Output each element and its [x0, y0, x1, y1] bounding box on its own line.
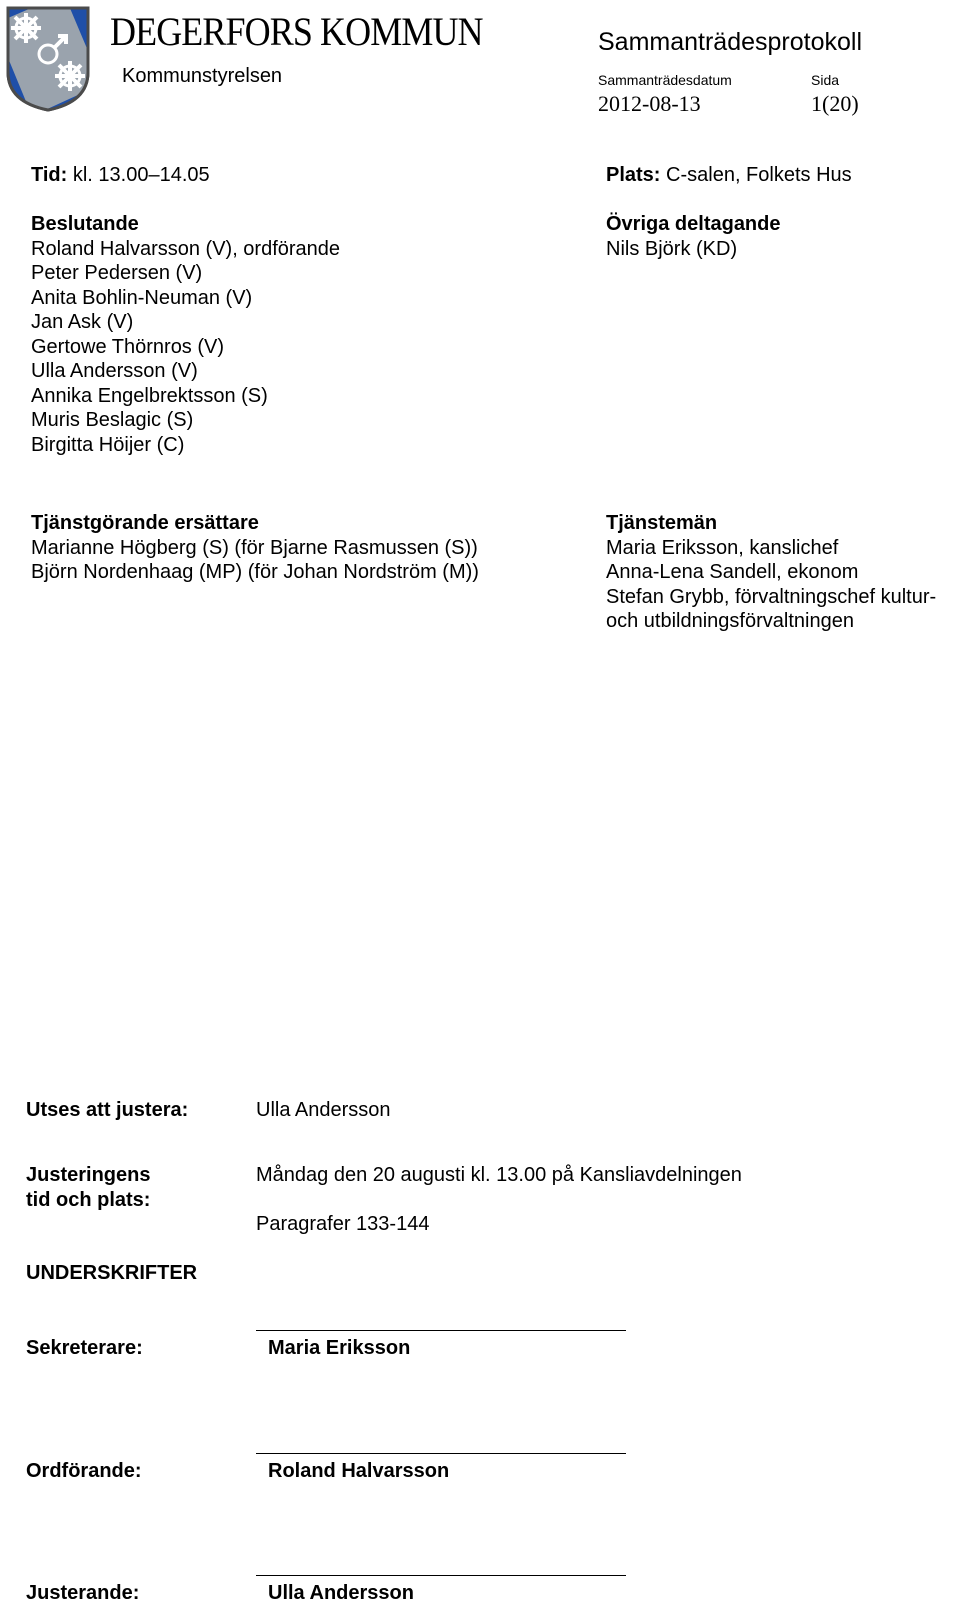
beslutande-member: Muris Beslagic (S)	[31, 409, 194, 431]
meeting-time	[31, 163, 210, 188]
meeting-time-value: kl. 13.00–14.05	[72, 164, 210, 186]
ersattare-member: Björn Nordenhaag (MP) (för Johan Nordström (M))	[31, 561, 479, 583]
signature-name-justerande: Ulla Andersson	[268, 1582, 414, 1604]
beslutande-heading: Beslutande	[31, 213, 139, 235]
meeting-place-value: C-salen, Folkets Hus	[666, 164, 852, 186]
beslutande-member: Peter Pedersen (V)	[31, 262, 203, 284]
ovriga-heading: Övriga deltagande	[606, 213, 781, 235]
tjansteman-list	[606, 536, 936, 634]
organization-unit: Kommunstyrelsen	[122, 65, 283, 87]
meeting-place-label: Plats:	[606, 164, 661, 186]
ersattare-section	[31, 511, 479, 585]
municipality-coat-of-arms-icon	[4, 4, 92, 114]
signature-label-sekreterare: Sekreterare:	[26, 1337, 143, 1359]
utses-att-justera-value: Ulla Andersson	[256, 1099, 391, 1121]
ovriga-member: Nils Björk (KD)	[606, 237, 738, 260]
beslutande-member: Ulla Andersson (V)	[31, 360, 198, 382]
meeting-date-label: Sammanträdesdatum	[598, 72, 732, 88]
beslutande-member: Roland Halvarsson (V), ordförande	[31, 237, 341, 260]
signature-line-ordforande	[256, 1453, 626, 1454]
tjansteman-member: Anna-Lena Sandell, ekonom	[606, 561, 859, 583]
meeting-date-value: 2012-08-13	[598, 91, 701, 116]
page-label: Sida	[811, 72, 840, 88]
ovriga-section	[606, 212, 781, 261]
utses-att-justera-label: Utses att justera:	[26, 1099, 189, 1121]
beslutande-member: Anita Bohlin-Neuman (V)	[31, 286, 253, 309]
justeringens-label-line-2: tid och plats:	[26, 1189, 151, 1211]
signature-label-justerande: Justerande:	[26, 1582, 140, 1604]
ersattare-member: Marianne Högberg (S) (för Bjarne Rasmussen (S))	[31, 536, 478, 559]
signature-name-sekreterare: Maria Eriksson	[268, 1337, 411, 1359]
justeringens-label-line-1: Justeringens	[26, 1164, 151, 1186]
signature-line-justerande	[256, 1575, 626, 1576]
tjansteman-member: Stefan Grybb, förvaltningschef kultur-	[606, 585, 937, 608]
tjansteman-member: och utbildningsförvaltningen	[606, 610, 854, 632]
beslutande-member: Birgitta Höijer (C)	[31, 433, 185, 456]
beslutande-member: Gertowe Thörnros (V)	[31, 335, 225, 358]
page-number-value: 1(20)	[811, 91, 859, 116]
meeting-time-label: Tid:	[31, 164, 68, 186]
meeting-place	[606, 163, 852, 188]
beslutande-list	[31, 237, 340, 458]
organization-name: DEGERFORS KOMMUN	[110, 9, 483, 54]
tjansteman-member: Maria Eriksson, kanslichef	[606, 536, 839, 559]
underskrifter-heading: UNDERSKRIFTER	[26, 1262, 198, 1284]
signature-label-ordforande: Ordförande:	[26, 1460, 142, 1482]
beslutande-section	[31, 212, 340, 457]
tjansteman-heading: Tjänstemän	[606, 512, 718, 534]
beslutande-member: Annika Engelbrektsson (S)	[31, 384, 268, 407]
ersattare-heading: Tjänstgörande ersättare	[31, 512, 259, 534]
ovriga-list	[606, 237, 781, 262]
justeringens-tid-value: Måndag den 20 augusti kl. 13.00 på Kansliavdelningen	[256, 1164, 742, 1186]
paragrafer-value: Paragrafer 133-144	[256, 1213, 430, 1235]
ersattare-list	[31, 536, 479, 585]
signature-name-ordforande: Roland Halvarsson	[268, 1460, 450, 1482]
signature-line-sekreterare	[256, 1330, 626, 1331]
tjansteman-section	[606, 511, 936, 634]
document-title: Sammanträdesprotokoll	[598, 28, 863, 56]
beslutande-member: Jan Ask (V)	[31, 311, 134, 333]
